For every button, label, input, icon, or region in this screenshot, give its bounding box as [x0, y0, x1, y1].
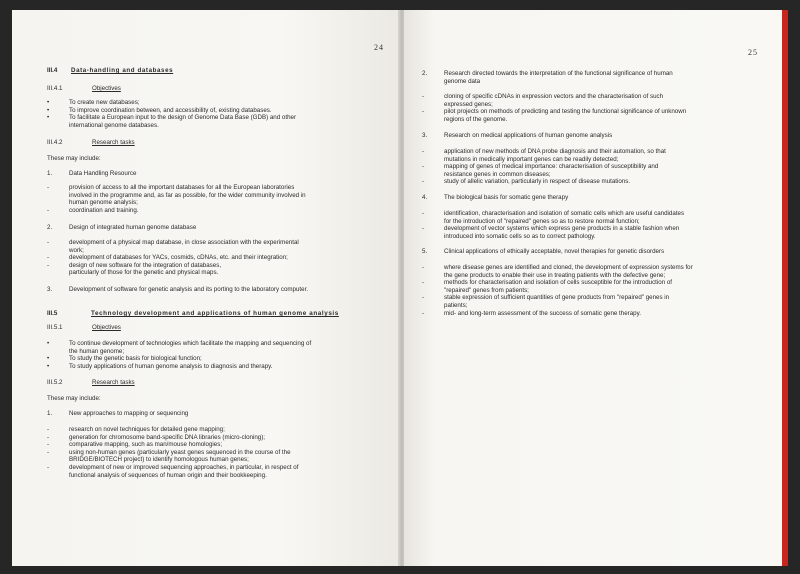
list-item: [422, 210, 742, 218]
list-item: [422, 171, 742, 179]
text-line: The biological basis for somatic gene therapy: [444, 194, 569, 201]
bullet-marker: -: [47, 426, 50, 433]
list-item: [47, 99, 367, 107]
text-line: human genome analysis;: [69, 199, 138, 207]
text-line: stable expression of sufficient quantities of gene products from "repaired" genes in: [444, 294, 670, 302]
text-line: Objectives: [92, 85, 121, 92]
list-item: [47, 363, 367, 371]
text-line: To continue development of technologies which facilitate the mapping and sequencing of: [69, 340, 312, 347]
bullet-marker: •: [47, 114, 50, 122]
list-item: [47, 107, 367, 115]
text-line: genome data: [444, 77, 481, 85]
list-item: [422, 93, 742, 101]
text-line: Development of software for genetic analysis and its porting to the laboratory computer.: [69, 286, 309, 293]
list-item: [47, 114, 367, 122]
text-line: mutations in medically important genes can be readily detected;: [444, 155, 619, 163]
list-item: [422, 302, 742, 310]
list-item: [47, 269, 367, 277]
bullet-marker: •: [47, 362, 50, 370]
text-line: [444, 70, 744, 85]
list-item: [422, 148, 742, 156]
text-line: expressed genes;: [444, 100, 493, 108]
list-item: [422, 178, 742, 186]
list-item: [422, 264, 742, 272]
list-item: [422, 310, 742, 318]
right-item-4-list: [422, 210, 742, 240]
item-number: 4.: [422, 194, 428, 201]
item-number: 1.: [47, 410, 53, 417]
bullet-marker: -: [422, 309, 425, 317]
text-line: Clinical applications of ethically acceptable, novel therapies for genetic disorders: [444, 248, 665, 255]
text-line: BRIDGE/BIOTECH project) to identify homologous human genes;: [69, 456, 249, 464]
text-line: Technology development and applications of human genome analysis: [91, 310, 339, 317]
bullet-marker: -: [47, 239, 50, 246]
list-item: [422, 101, 742, 109]
bullet-marker: -: [47, 261, 50, 269]
bullet-marker: -: [47, 441, 50, 449]
bullet-marker: -: [422, 279, 425, 287]
text-line: the human genome;: [69, 347, 125, 355]
text-line: work;: [69, 246, 84, 254]
text-line: New approaches to mapping or sequencing: [69, 410, 189, 417]
right-item-3-list: [422, 148, 742, 186]
item-number: III.4.2: [47, 139, 63, 146]
text-line: for the introduction of "repaired" genes so as to restore normal function;: [444, 217, 640, 225]
bullet-marker: •: [47, 355, 50, 363]
right-item-2-list: [422, 93, 742, 123]
list-item: [47, 254, 367, 262]
text-line: cloning of specific cDNAs in expression vectors and the characterisation of such: [444, 93, 664, 100]
text-line: application of new methods of DNA probe diagnosis and their automation, so that: [444, 148, 666, 155]
item-number: III.5.1: [47, 324, 63, 331]
item-number: 5.: [422, 248, 428, 255]
bullet-marker: -: [422, 108, 425, 116]
text-line: To study applications of human genome analysis to diagnosis and therapy.: [69, 362, 273, 370]
text-line: To study the genetic basis for biological function;: [69, 355, 202, 363]
list-item: [47, 348, 367, 356]
item-number: III.4.1: [47, 85, 63, 92]
bullet-marker: -: [47, 254, 50, 262]
bullet-marker: -: [47, 448, 50, 456]
bullet-marker: -: [422, 225, 425, 233]
text-line: particularly of those for the genetic and physical maps.: [69, 269, 219, 277]
text-line: Objectives: [92, 324, 121, 331]
bullet-marker: -: [422, 93, 425, 100]
list-item: [422, 279, 742, 287]
list-item: [47, 456, 367, 464]
text-line: development of vector systems which express gene products in a stable fashion when: [444, 225, 680, 233]
list-item: [422, 272, 742, 280]
list-item: [422, 287, 742, 295]
bullet-marker: -: [47, 206, 50, 214]
list-item: [47, 262, 367, 270]
item-number: 3.: [47, 286, 53, 293]
item-number: III.4: [47, 67, 58, 74]
text-line: Research directed towards the interpretation of the functional significance of human: [444, 70, 673, 77]
item-number: 3.: [422, 132, 428, 139]
list-item: [47, 434, 367, 442]
list-item: [47, 441, 367, 449]
text-line: mid- and long-term assessment of the success of somatic gene therapy.: [444, 309, 641, 317]
list-item: [47, 207, 367, 215]
list-item: [422, 116, 742, 124]
text-line: comparative mapping, such as man/mouse homologies;: [69, 441, 223, 449]
text-line: Research tasks: [92, 379, 135, 386]
text-line: design of new software for the integration of databases,: [69, 261, 222, 269]
bullet-marker: -: [422, 163, 425, 171]
item-number: III.5: [47, 310, 58, 317]
right-page-number: 25: [748, 48, 758, 57]
list-item: [422, 108, 742, 116]
list-item: [47, 426, 367, 434]
bullet-marker: •: [47, 99, 50, 106]
bullet-marker: -: [422, 210, 425, 217]
text-line: "repaired" genes from patients;: [444, 286, 529, 294]
these-may-include-1: These may include:: [47, 155, 101, 162]
bullet-marker: -: [47, 463, 50, 471]
list-item: [47, 184, 367, 192]
list-item: [422, 218, 742, 226]
item-number: 1.: [47, 170, 53, 177]
text-line: provision of access to all the important databases for all the European laboratories: [69, 184, 295, 191]
objectives-list-1: [47, 99, 367, 129]
bullet-marker: -: [422, 294, 425, 302]
bullet-marker: •: [47, 106, 50, 114]
list-item: [47, 239, 367, 247]
list-item: [47, 122, 367, 130]
text-line: resistance genes in common diseases;: [444, 170, 551, 178]
bullet-marker: -: [422, 178, 425, 186]
text-line: international genome databases.: [69, 121, 159, 129]
bullet-marker: -: [422, 148, 425, 155]
text-line: mapping of genes of medical importance: characterisation of susceptibility and: [444, 163, 659, 171]
list-item: [422, 156, 742, 164]
list-item: [47, 355, 367, 363]
text-line: study of allelic variation, particularly in respect of disease mutations.: [444, 178, 631, 186]
text-line: introduced into somatic cells so as to correct pathology.: [444, 232, 596, 240]
these-may-include-2: These may include:: [47, 395, 101, 402]
bullet-marker: -: [47, 184, 50, 191]
text-line: patients;: [444, 301, 468, 309]
list-item: [47, 247, 367, 255]
bullet-marker: -: [422, 264, 425, 271]
list-item: [47, 199, 367, 207]
list-item: [422, 233, 742, 241]
text-line: To improve coordination between, and accessibility of, existing databases.: [69, 106, 272, 114]
bullet-marker: -: [47, 433, 50, 441]
text-line: Design of integrated human genome database: [69, 224, 197, 231]
text-line: where disease genes are identified and cloned, the development of expression systems for: [444, 264, 693, 271]
text-line: To facilitate a European input to the design of Genome Data Base (GDB) and other: [69, 114, 297, 122]
text-line: coordination and training.: [69, 206, 139, 214]
item-number: 2.: [422, 70, 428, 77]
list-item: [422, 294, 742, 302]
text-line: functional analysis of sequences of human origin and their bookkeeping.: [69, 471, 267, 479]
text-line: pilot projects on methods of predicting and testing the functional significance of unknown: [444, 108, 687, 116]
task-2-list: [47, 239, 367, 277]
task-1-list: [47, 184, 367, 214]
item-number: III.5.2: [47, 379, 63, 386]
list-item: [47, 464, 367, 472]
text-line: development of a physical map database, in close association with the experimental: [69, 239, 299, 246]
text-line: To create new databases;: [69, 99, 140, 106]
list-item: [422, 225, 742, 233]
list-item: [422, 163, 742, 171]
list-item: [47, 192, 367, 200]
section-title: Data-handling and databases: [71, 67, 174, 74]
text-line: involved in the programme and, as far as possible, for the wider community involved in: [69, 191, 306, 199]
text-line: identification, characterisation and isolation of somatic cells which are useful candidates: [444, 210, 685, 217]
bullet-marker: •: [47, 340, 50, 347]
red-page-edge: [782, 10, 788, 566]
objectives-list-2: [47, 340, 367, 370]
list-item: [47, 340, 367, 348]
text-line: the gene products to enable their use in treating patients with the defective gene;: [444, 271, 666, 279]
list-item: [47, 472, 367, 480]
task-4-list: [47, 426, 367, 479]
text-line: Research tasks: [92, 139, 135, 146]
text-line: Data Handling Resource: [69, 170, 137, 177]
text-line: Research on medical applications of human genome analysis: [444, 132, 613, 139]
item-number: 2.: [47, 224, 53, 231]
text-line: development of new or improved sequencing approaches, in particular, in respect of: [69, 463, 299, 471]
text-line: research on novel techniques for detailed gene mapping;: [69, 426, 225, 433]
list-item: [47, 449, 367, 457]
text-line: generation for chromosome band-specific DNA libraries (micro-cloning);: [69, 433, 266, 441]
text-line: regions of the genome.: [444, 115, 508, 123]
left-page-number: 24: [374, 43, 384, 52]
text-line: methods for characterisation and isolation of cells susceptible for the introduction of: [444, 279, 673, 287]
right-item-5-list: [422, 264, 742, 317]
text-line: development of databases for YACs, cosmids, cDNAs, etc. and their integration;: [69, 254, 288, 262]
text-line: using non-human genes (particularly yeast genes sequenced in the course of the: [69, 448, 291, 456]
